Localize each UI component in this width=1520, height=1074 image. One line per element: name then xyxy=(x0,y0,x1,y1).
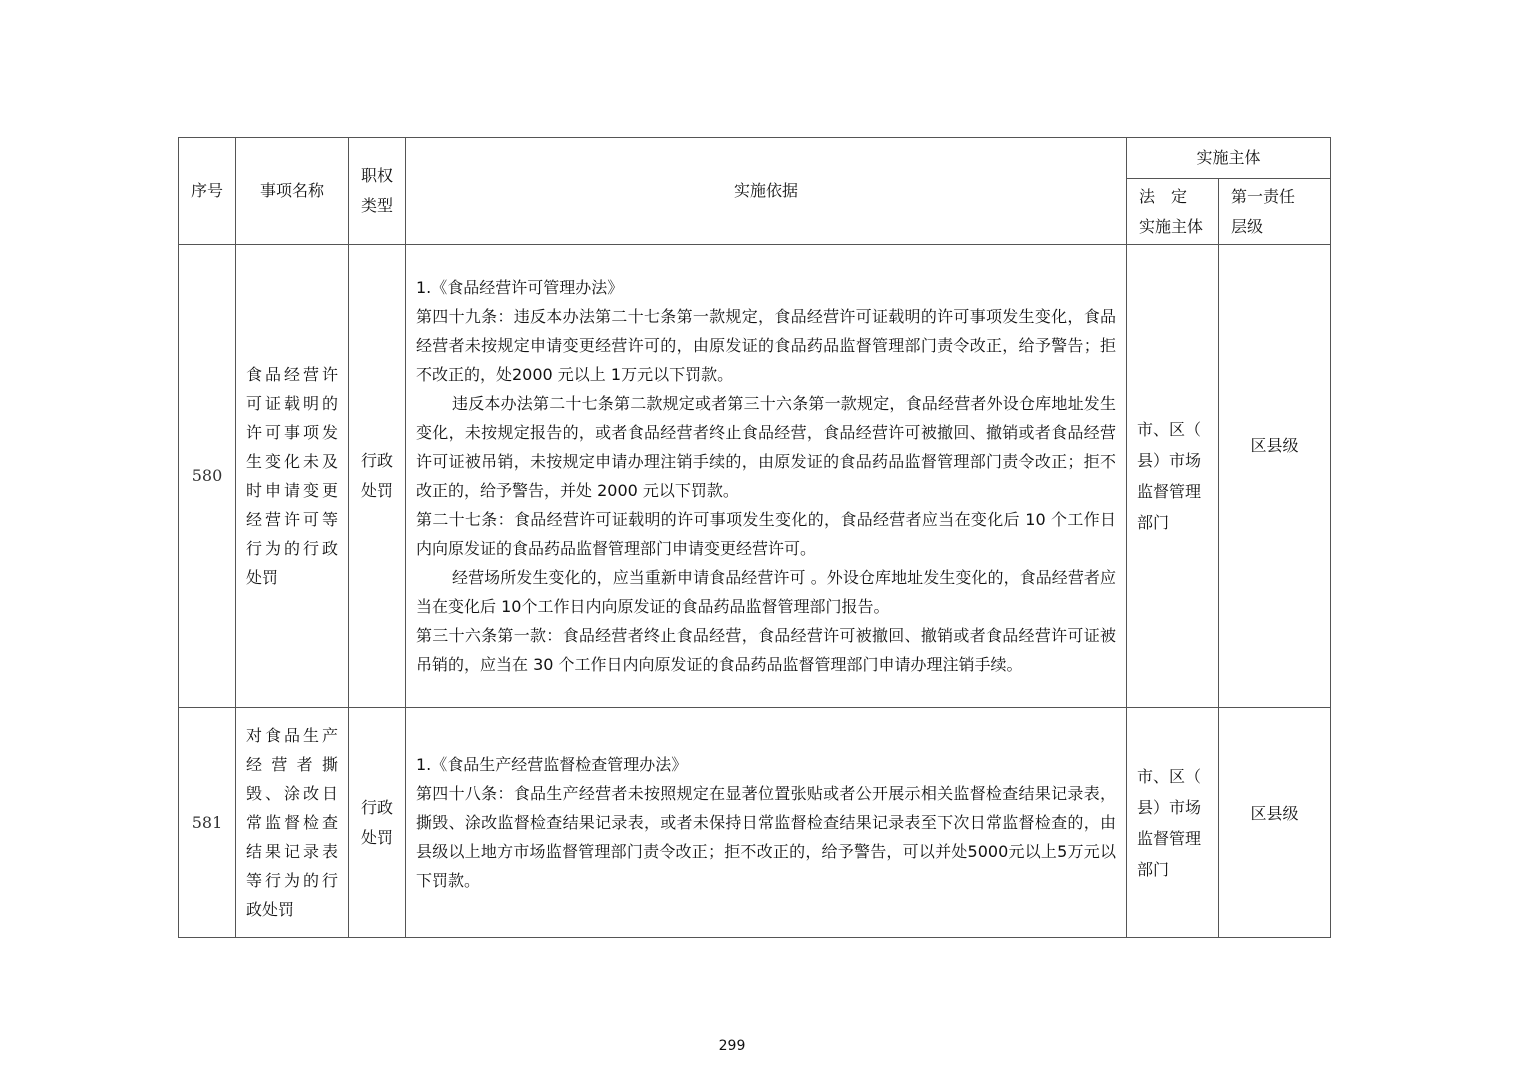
header-basis: 实施依据 xyxy=(406,138,1127,245)
row-item-name xyxy=(236,708,349,938)
name-line: 经营者撕 xyxy=(246,755,338,774)
header-subject: 实施主体 xyxy=(1127,138,1331,179)
basis-paragraph: 第四十九条：违反本办法第二十七条第一款规定，食品经营许可证载明的许可事项发生变化，食品经营者未按规定申请变更经营许可的，由原发证的食品药品监督管理部门责令改正，给予警告；拒不改正的，处2000 元以上 1万元以下罚款。 xyxy=(416,307,1116,384)
name-line: 结果记录表 xyxy=(246,842,338,861)
basis-paragraph: 1.《食品经营许可管理办法》 xyxy=(416,278,624,297)
name-line: 常监督检查 xyxy=(246,813,338,832)
row-level: 区县级 xyxy=(1219,245,1331,708)
row-legal-subject xyxy=(1127,245,1219,708)
type-line: 行政 xyxy=(360,451,393,470)
basis-paragraph: 违反本办法第二十七条第二款规定或者第三十六条第一款规定，食品经营者外设仓库地址发生变化，未按规定报告的，或者食品经营者终止食品经营，食品经营许可被撤回、撤销或者食品经营许可证被吊销，未按规定申请办理注销手续的，由原发证的食品药品监督管理部门责令改正；拒不改正的，给予警告，并处 2000 元以下罚款。 xyxy=(416,394,1116,500)
type-line: 处罚 xyxy=(360,827,393,847)
subject-line: 县）市场 xyxy=(1137,797,1202,817)
name-line: 政处罚 xyxy=(246,900,295,919)
header-level-line1: 第一责任 xyxy=(1231,186,1296,206)
name-line: 处罚 xyxy=(246,568,279,587)
subject-line: 部门 xyxy=(1137,859,1170,879)
basis-paragraph: 1.《食品生产经营监督检查管理办法》 xyxy=(416,755,688,774)
header-legal-line2: 实施主体 xyxy=(1139,216,1204,236)
name-line: 行为的行政 xyxy=(246,539,338,558)
page-number: 299 xyxy=(718,1038,746,1054)
subject-line: 监督管理 xyxy=(1137,482,1202,501)
header-legal-line1: 法 定 xyxy=(1139,186,1188,206)
subject-line: 部门 xyxy=(1137,513,1170,532)
header-level xyxy=(1219,179,1331,245)
row-type xyxy=(349,245,406,708)
row-seq: 580 xyxy=(179,245,236,708)
row-basis xyxy=(406,708,1127,938)
table-row xyxy=(179,708,1331,938)
header-legal-subject xyxy=(1127,179,1219,245)
row-basis xyxy=(406,245,1127,708)
name-line: 毁、涂改日 xyxy=(246,784,338,803)
row-level: 区县级 xyxy=(1219,708,1331,938)
header-level-line2: 层级 xyxy=(1231,216,1264,236)
subject-line: 市、区（ xyxy=(1137,766,1202,786)
enforcement-table xyxy=(178,137,1331,938)
name-line: 经营许可等 xyxy=(246,510,338,529)
basis-paragraph: 第三十六条第一款：食品经营者终止食品经营，食品经营许可被撤回、撤销或者食品经营许可证被吊销的，应当在 30 个工作日内向原发证的食品药品监督管理部门申请办理注销手续。 xyxy=(416,626,1116,674)
basis-paragraph: 第二十七条：食品经营许可证载明的许可事项发生变化的，食品经营者应当在变化后 10 个工作日内向原发证的食品药品监督管理部门申请变更经营许可。 xyxy=(416,510,1116,558)
type-line: 处罚 xyxy=(360,481,393,500)
name-line: 可证载明的 xyxy=(246,394,338,413)
header-type-line2: 类型 xyxy=(360,196,393,215)
name-line: 对食品生产 xyxy=(246,726,338,745)
subject-line: 市、区（ xyxy=(1137,420,1202,439)
row-type xyxy=(349,708,406,938)
basis-paragraph: 经营场所发生变化的，应当重新申请食品经营许可 。外设仓库地址发生变化的，食品经营者应当在变化后 10个工作日内向原发证的食品药品监督管理部门报告。 xyxy=(416,568,1116,616)
header-type xyxy=(349,138,406,245)
row-seq: 581 xyxy=(179,708,236,938)
header-seq: 序号 xyxy=(179,138,236,245)
name-line: 食品经营许 xyxy=(246,365,338,384)
row-legal-subject xyxy=(1127,708,1219,938)
basis-paragraph: 第四十八条：食品生产经营者未按照规定在显著位置张贴或者公开展示相关监督检查结果记录表，撕毁、涂改监督检查结果记录表，或者未保持日常监督检查结果记录表至下次日常监督检查的，由县级以上地方市场监督管理部门责令改正；拒不改正的，给予警告，可以并处5000元以上5万元以下罚款。 xyxy=(416,784,1116,890)
header-name: 事项名称 xyxy=(236,138,349,245)
table-row xyxy=(179,245,1331,708)
type-line: 行政 xyxy=(360,797,393,817)
name-line: 等行为的行 xyxy=(246,871,338,890)
name-line: 生变化未及 xyxy=(246,452,338,471)
header-type-line1: 职权 xyxy=(360,166,393,185)
header-row xyxy=(179,138,1331,179)
row-item-name xyxy=(236,245,349,708)
subject-line: 县）市场 xyxy=(1137,451,1202,470)
name-line: 时申请变更 xyxy=(246,481,338,500)
name-line: 许可事项发 xyxy=(246,423,338,442)
subject-line: 监督管理 xyxy=(1137,828,1202,848)
